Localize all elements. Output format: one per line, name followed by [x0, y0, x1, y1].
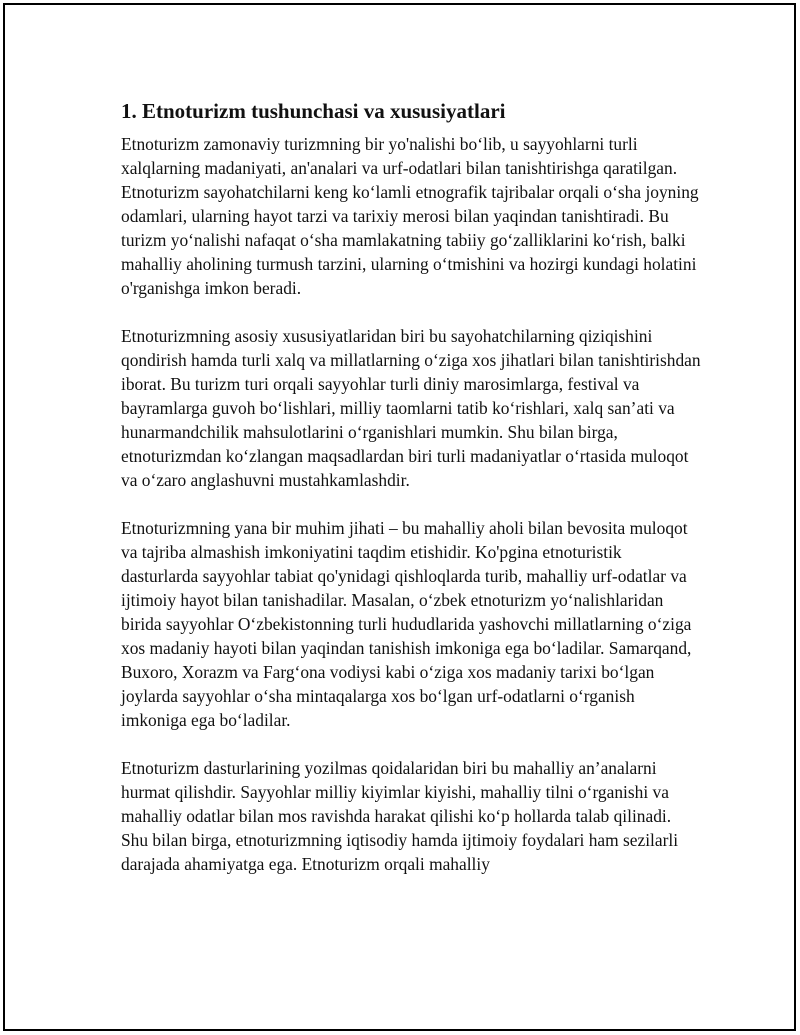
document-body — [121, 97, 701, 900]
paragraph-4: Etnoturizm dasturlarining yozilmas qoidalaridan biri bu mahalliy an’analarni hurmat qilishdir. Sayyohlar milliy kiyimlar kiyishi, mahalliy tilni o‘rganishi va mahalliy odatlar bilan mos ravishda harakat qilishi ko‘p hollarda talab qilinadi. Shu bilan birga, etnoturizmning iqtisodiy hamda ijtimoiy foydalari ham sezilarli darajada ahamiyatga ega. Etnoturizm orqali mahalliy — [121, 758, 679, 874]
paragraph-2: Etnoturizmning asosiy xususiyatlaridan biri bu sayohatchilarning qiziqishini qondirish hamda turli xalq va millatlarning o‘ziga xos jihatlari bilan tanishtirishdan iborat. Bu turizm turi orqali sayyohlar turli diniy marosimlarga, festival va bayramlarga guvoh bo‘lishlari, milliy taomlarni tatib ko‘rishlari, xalq san’ati va hunarmandchilik mahsulotlarini o‘rganishlari mumkin. Shu bilan birga, etnoturizmdan ko‘zlangan maqsadlardan biri turli madaniyatlar o‘rtasida muloqot va o‘zaro anglashuvni mustahkamlashdir. — [121, 326, 701, 490]
paragraph-3: Etnoturizmning yana bir muhim jihati – bu mahalliy aholi bilan bevosita muloqot va tajriba almashish imkoniyatini taqdim etishidir. Ko'pgina etnoturistik dasturlarda sayyohlar tabiat qo'ynidagi qishloqlarda turib, mahalliy urf-odatlar va ijtimoiy hayot bilan tanishadilar. Masalan, o‘zbek etnoturizm yo‘nalishlaridan birida sayyohlar O‘zbekistonning turli hududlarida yashovchi millatlarning o‘ziga xos madaniy hayoti bilan yaqindan tanishish imkoniga ega bo‘ladilar. Samarqand, Buxoro, Xorazm va Farg‘ona vodiysi kabi o‘ziga xos madaniy tarixi bo‘lgan joylarda sayyohlar o‘sha mintaqalarga xos bo‘lgan urf-odatlarni o‘rganish imkoniga ega bo‘ladilar. — [121, 518, 692, 730]
section-heading: 1. Etnoturizm tushunchasi va xususiyatlari — [121, 99, 506, 123]
paragraph-1: Etnoturizm zamonaviy turizmning bir yo'nalishi bo‘lib, u sayyohlarni turli xalqlarning madaniyati, an'analari va urf-odatlari bilan tanishtirishga qaratilgan. Etnoturizm sayohatchilarni keng ko‘lamli etnografik tajribalar orqali o‘sha joyning odamlari, ularning hayot tarzi va tarixiy merosi bilan yaqindan tanishtiradi. Bu turizm yo‘nalishi nafaqat o‘sha mamlakatning tabiiy go‘zalliklarini ko‘rish, balki mahalliy aholining turmush tarzini, ularning o‘tmishini va hozirgi kundagi holatini o'rganishga imkon beradi. — [121, 134, 699, 298]
document-page — [3, 3, 796, 1031]
